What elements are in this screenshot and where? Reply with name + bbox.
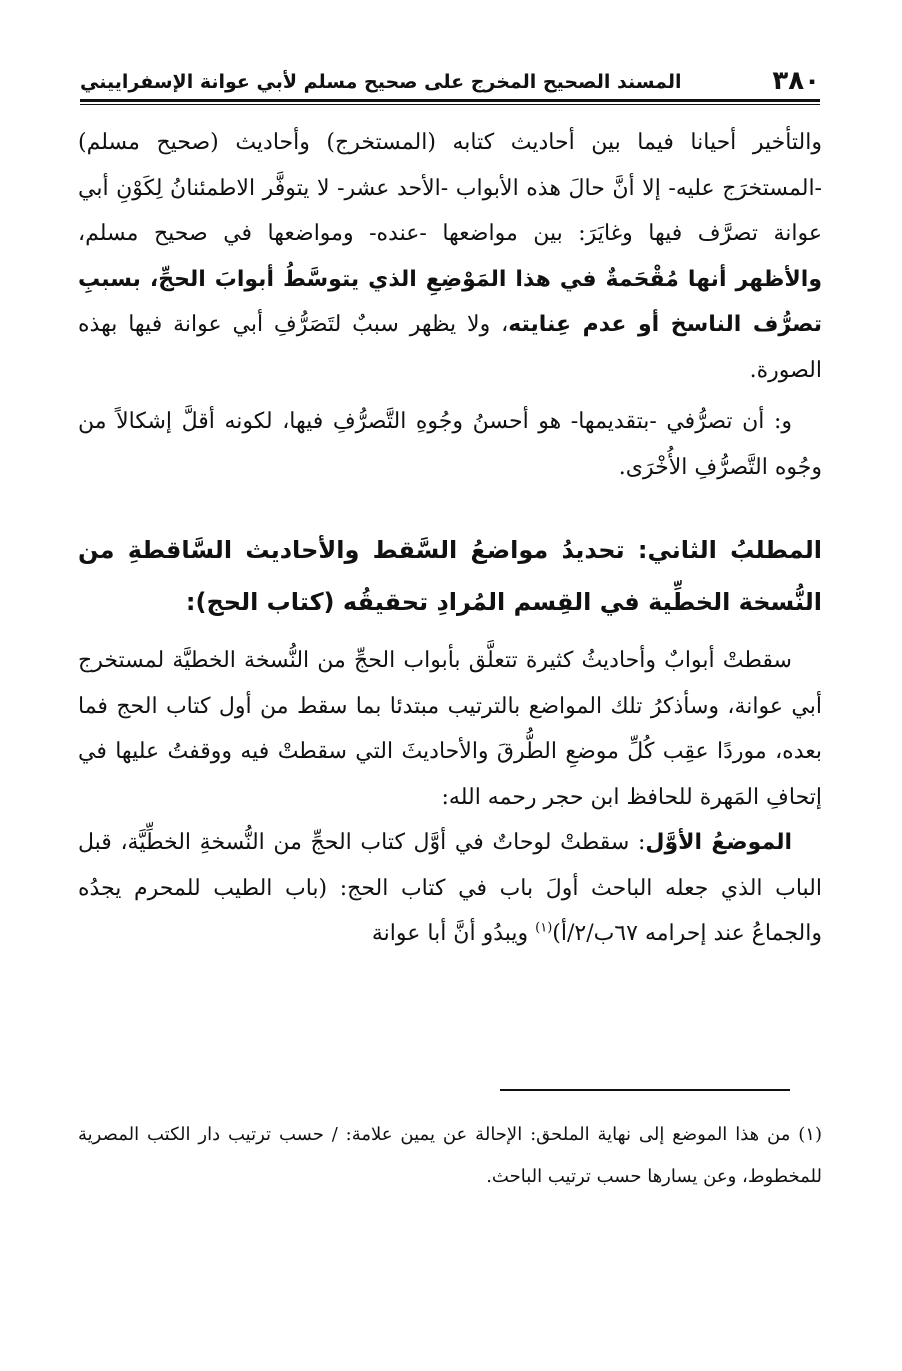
main-text xyxy=(78,120,822,957)
footnote-1: (١) من هذا الموضع إلى نهاية الملحق: الإحالة عن يمين علامة: / حسب ترتيب دار الكتب المصرية للمخطوط، وعن يسارها حسب ترتيب الباحث. xyxy=(78,1124,822,1187)
running-title: المسند الصحيح المخرج على صحيح مسلم لأبي عوانة الإسفراييني xyxy=(80,71,682,93)
paragraph-text: ويبدُو أنَّ أبا عوانة xyxy=(371,921,536,946)
footnote-marker[interactable]: (١) xyxy=(535,920,553,936)
page-number: ٣٨٠ xyxy=(772,66,820,96)
paragraph-text: ، ولا يظهر سببٌ لتَصَرُّفِ أبي عوانة فيها بهذه الصورة. xyxy=(78,312,822,383)
section-heading: المطلبُ الثاني: تحديدُ مواضعُ السَّقط والأحاديث السَّاقطةِ من النُّسخة الخطِّية في القِسم المُرادِ تحقيقُه (كتاب الحج): xyxy=(78,536,822,616)
paragraph-first-location xyxy=(78,820,822,957)
paragraph-continuation xyxy=(78,120,822,393)
paragraph-intro: سقطتْ أبوابٌ وأحاديثُ كثيرة تتعلَّق بأبواب الحجِّ من النُّسخة الخطيَّة لمستخرج أبي عوانة، وسأذكرُ تلك المواضع بالترتيب مبتدئا بما سقط من أول كتاب الحج فما بعده، موردًا عقِب كُلِّ موضعِ الطُّرقَ والأحاديثَ التي سقطتْ فيه ووقفتُ عليها في إتحافِ المَهرة للحافظ ابن حجر رحمه الله: xyxy=(78,648,823,810)
bold-statement: والأظهر أنها مُقْحَمةٌ في هذا المَوْضِعِ الذي يتوسَّطُ أبوابَ الحجِّ، بسببِ تصرُّف الناسخ أو عدم عِنايته xyxy=(78,266,823,337)
bold-label: الموضعُ الأوَّل xyxy=(645,830,792,855)
paragraph-text: والتأخير أحيانا فيما بين أحاديث كتابه (المستخرج) وأحاديث (صحيح مسلم) -المستخرَج عليه- إلا أنَّ حالَ هذه الأبواب -الأحد عشر- لا يتوفَّر الاطمئنانُ لِكَوْنِ أبي عوانة تصرَّف فيها وغايَرَ: بين مواضعها -عنده- ومواضعها في صحيح مسلم، xyxy=(78,130,822,246)
header-rule-thin xyxy=(80,104,820,105)
footnotes xyxy=(78,1114,822,1198)
header-rule xyxy=(80,99,820,102)
footnote-rule xyxy=(500,1089,790,1091)
paragraph-point-waw: و: أن تصرُّفي -بتقديمها- هو أحسنُ وجُوهِ التَّصرُّفِ فيها، لكونه أقلَّ إشكالاً من وجُوه التَّصرُّفِ الأُخْرَى. xyxy=(78,409,822,480)
page-header xyxy=(80,60,820,96)
paragraph-text: : سقطتْ لوحاتٌ في أوَّل كتاب الحجِّ من النُّسخةِ الخطِّيَّة، قبل الباب الذي جعله الباحث أولَ باب في كتاب الحج: (باب الطيب للمحرم يجدُه والجماعُ عند إحرامه ٦٧ب/٢/أ) xyxy=(78,830,822,946)
